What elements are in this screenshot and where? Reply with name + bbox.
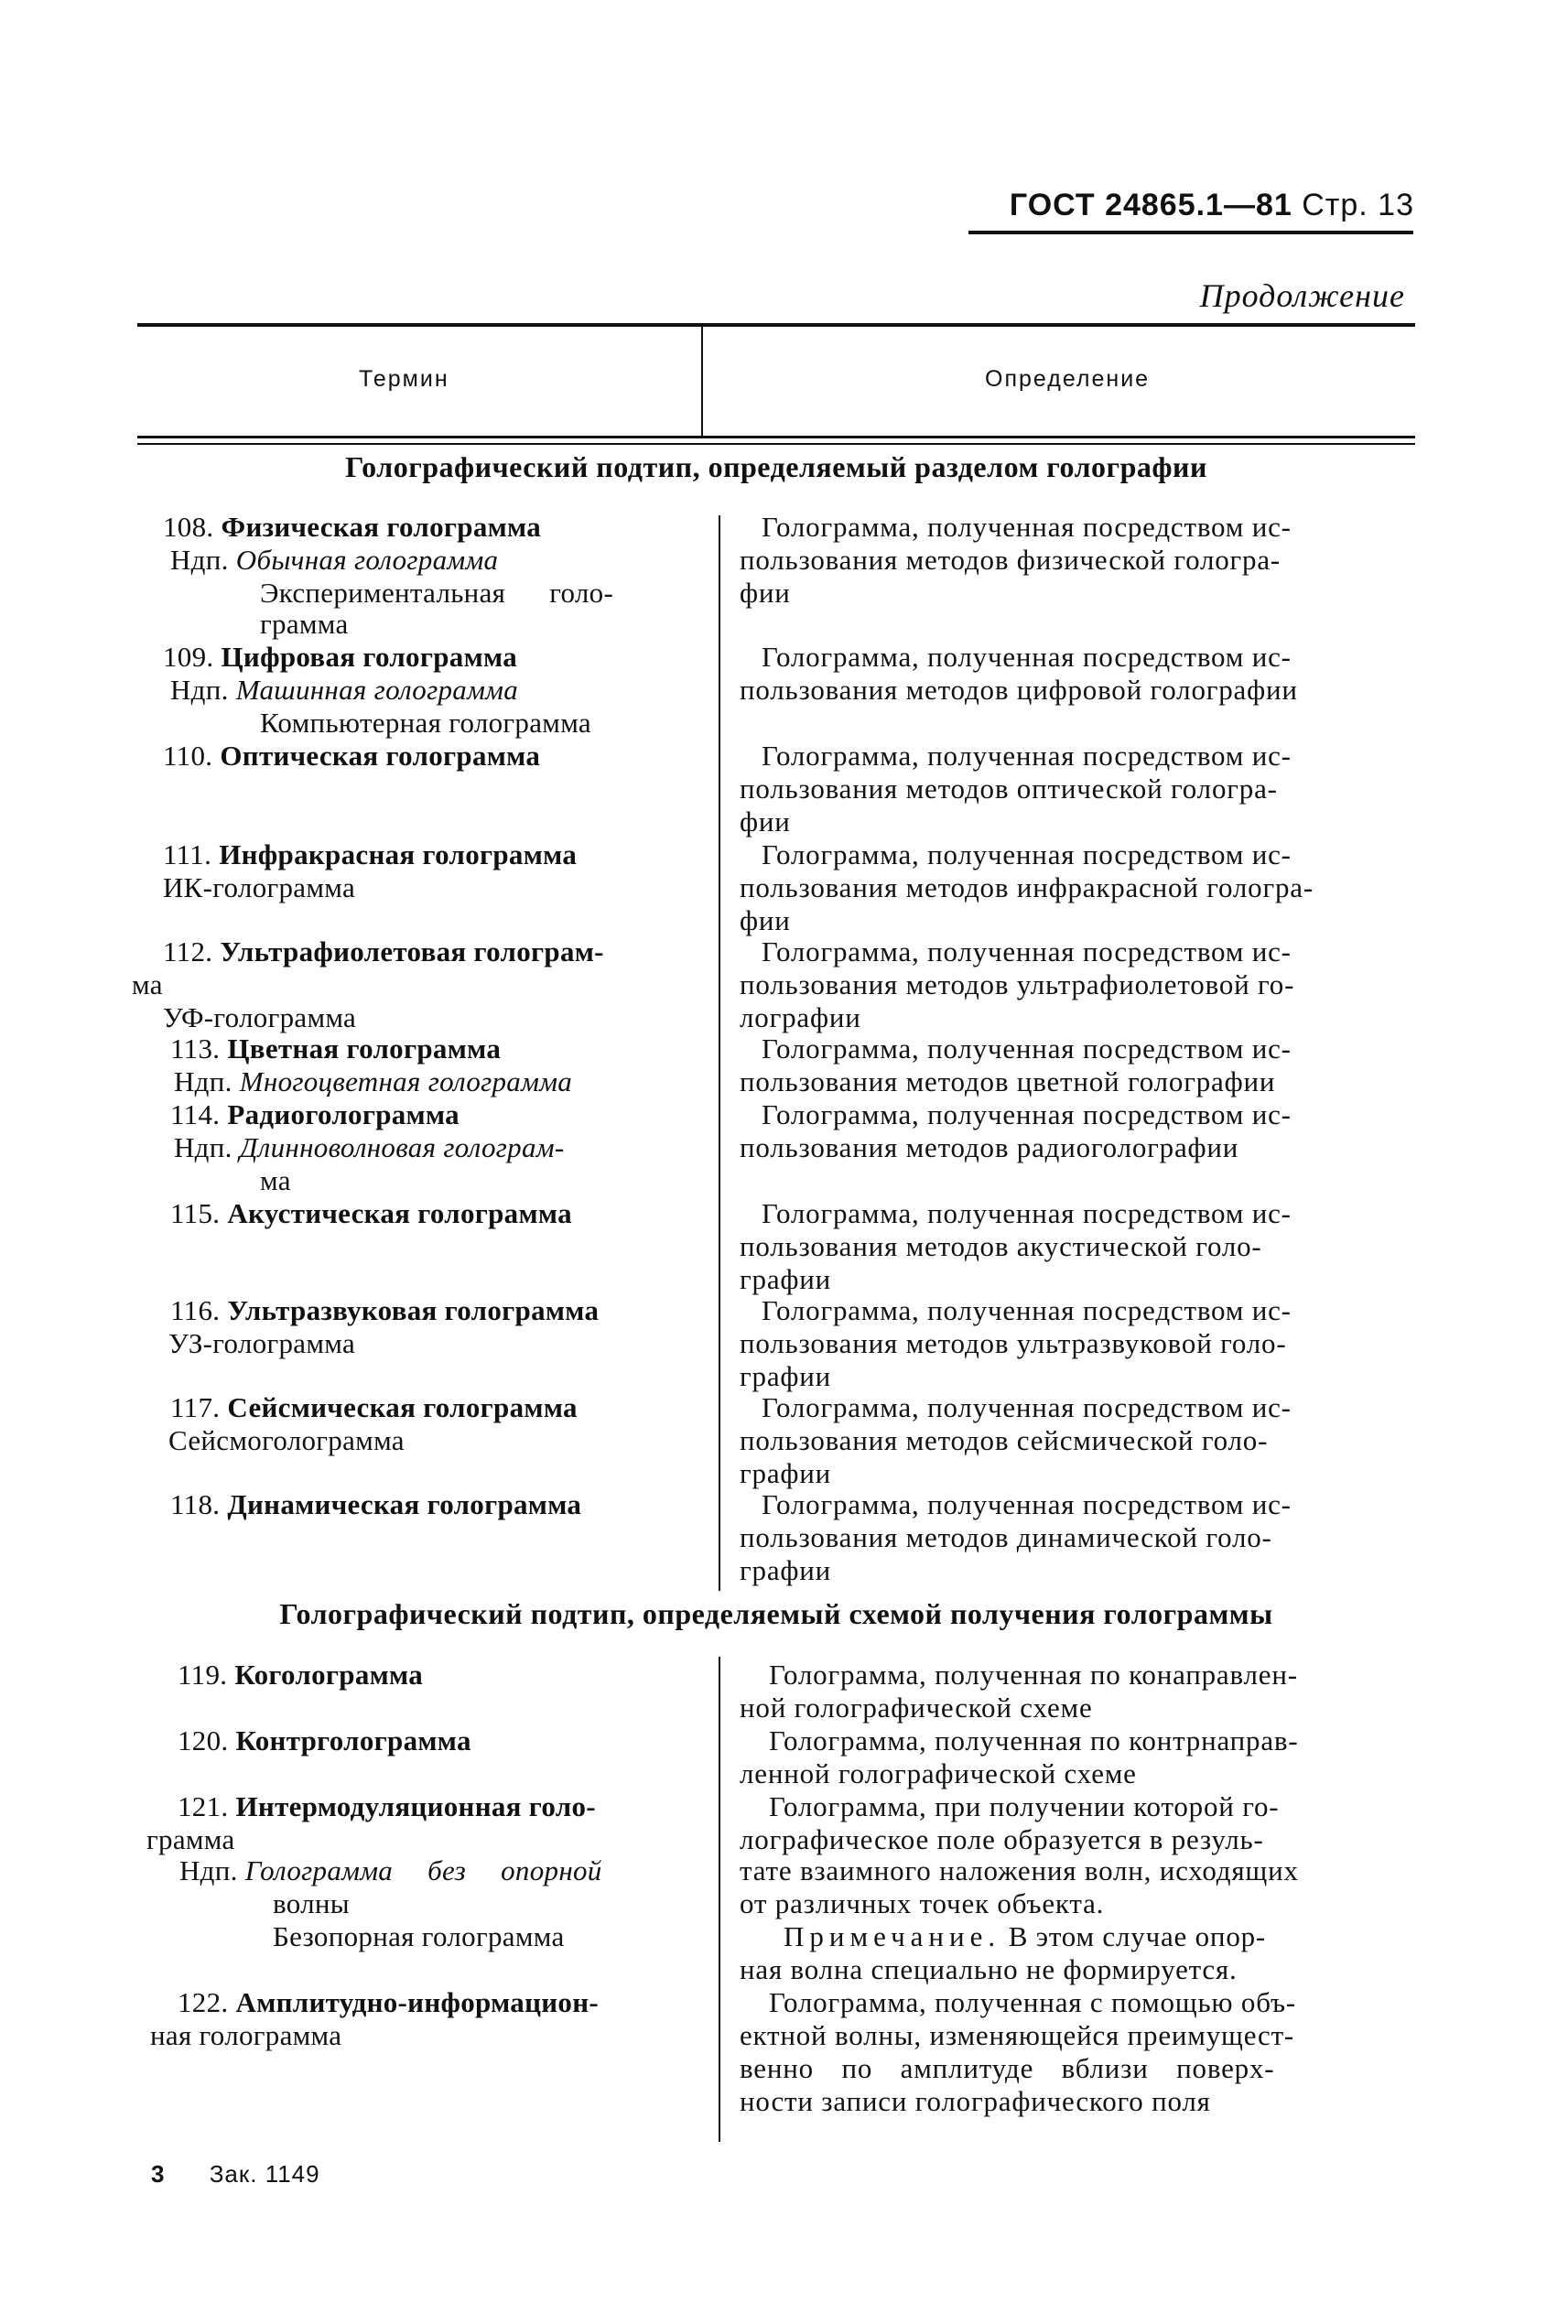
definition-line: Голограмма, полученная посредством ис- <box>762 935 1292 967</box>
nonpreferred-label: Ндп. <box>170 544 229 576</box>
nonpreferred-term: Многоцветная голограмма <box>239 1065 573 1097</box>
definition-line: Голограмма, полученная посредством ис- <box>762 1197 1292 1229</box>
nonpreferred-term: Машинная голограмма <box>235 674 519 706</box>
synonym-term: Сейсмоголограмма <box>168 1424 405 1456</box>
definition-line: пользования методов инфракрасной гологра- <box>740 871 1314 903</box>
definition-line: фии <box>740 904 791 936</box>
entry-number: 114. <box>170 1098 221 1130</box>
term-text: Амплитудно-информацион- <box>235 1986 600 2018</box>
entry-number: 121. <box>178 1790 229 1822</box>
nonpreferred-term: Безопорная голограмма <box>273 1920 565 1952</box>
entry-number: 118. <box>170 1488 221 1520</box>
note-text: ная волна специально не формируется. <box>740 1953 1238 1985</box>
entry-number: 120. <box>178 1724 229 1757</box>
term-text: Акустическая голограмма <box>227 1197 572 1229</box>
nonpreferred-line <box>170 674 518 707</box>
definition-line: Голограмма, полученная посредством ис- <box>762 1032 1292 1065</box>
term-entry-113 <box>170 1032 501 1065</box>
term-text: Радиоголограмма <box>227 1098 460 1130</box>
definition-line: ленной голографической схеме <box>740 1757 1137 1789</box>
definition-line: лографическое поле образуется в резуль- <box>740 1823 1264 1855</box>
definition-line: пользования методов акустической голо- <box>740 1230 1262 1262</box>
term-text: Цифровая голограмма <box>221 641 517 673</box>
term-text: ная голограмма <box>150 2019 342 2051</box>
definition-line: Голограмма, полученная по конаправлен- <box>769 1659 1298 1691</box>
definition-line: пользования методов динамической голо- <box>740 1521 1272 1553</box>
table-top-rule <box>137 323 1415 327</box>
entry-number: 108. <box>163 511 214 543</box>
nonpreferred-term: Экспериментальная голо- <box>260 577 614 609</box>
term-text: Контрголограмма <box>235 1724 471 1757</box>
nonpreferred-label: Ндп. <box>174 1131 232 1163</box>
nonpreferred-term: волны <box>273 1887 350 1919</box>
entry-number: 117. <box>170 1391 221 1423</box>
term-entry-116 <box>170 1294 599 1327</box>
term-text: Динамическая голограмма <box>227 1488 582 1520</box>
term-entry-109 <box>163 641 517 674</box>
nonpreferred-term: Компьютерная голограмма <box>260 707 591 739</box>
term-entry-112 <box>163 935 604 968</box>
definition-line: тате взаимного наложения волн, исходящих <box>740 1854 1299 1886</box>
entry-number: 110. <box>163 740 213 772</box>
definition-line: ектной волны, изменяющейся преимущест- <box>740 2019 1295 2051</box>
synonym-term: УЗ-голограмма <box>168 1327 356 1359</box>
nonpreferred-label: Ндп. <box>174 1065 232 1097</box>
definition-line: фии <box>740 577 791 609</box>
term-text: Интермодуляционная голо- <box>235 1790 596 1822</box>
definition-line: графии <box>740 1554 832 1586</box>
term-entry-114 <box>170 1098 460 1131</box>
definition-line: ности записи голографического поля <box>740 2085 1211 2117</box>
nonpreferred-term: Голограмма без опорной <box>244 1854 602 1886</box>
definition-line: Голограмма, полученная посредством ис- <box>762 1488 1292 1520</box>
term-text: Ультрафиолетовая голограм- <box>220 935 604 967</box>
continuation-label: Продолжение <box>1199 277 1405 314</box>
term-entry-115 <box>170 1197 572 1230</box>
term-text: ма <box>132 968 163 1000</box>
column-header-term: Термин <box>359 366 449 392</box>
entry-number: 116. <box>170 1294 221 1326</box>
definition-line: Голограмма, полученная посредством ис- <box>762 1391 1292 1423</box>
definition-line: пользования методов ультразвуковой голо- <box>740 1327 1287 1359</box>
definition-line: Голограмма, полученная посредством ис- <box>762 1294 1292 1326</box>
section-title: Голографический подтип, определяемый разделом голографии <box>345 450 1207 483</box>
term-entry-121 <box>178 1790 596 1823</box>
definition-line: графии <box>740 1457 832 1489</box>
term-text: Оптическая голограмма <box>220 740 541 772</box>
definition-line: лографии <box>740 1001 861 1033</box>
term-text: Цветная голограмма <box>227 1032 502 1065</box>
nonpreferred-term: грамма <box>260 608 349 640</box>
signature-mark: 3 <box>151 2160 166 2188</box>
definition-line: Голограмма, полученная по контрнаправ- <box>769 1724 1299 1757</box>
definition-line: графии <box>740 1360 832 1392</box>
definition-line: пользования методов ультрафиолетовой го- <box>740 968 1295 1000</box>
term-text: Коголограмма <box>234 1659 424 1691</box>
term-text: Ультразвуковая голограмма <box>227 1294 600 1326</box>
section-title: Голографический подтип, определяемый схемой получения голограммы <box>279 1597 1273 1630</box>
page-number: Стр. 13 <box>1302 188 1414 222</box>
definition-line: фии <box>740 805 791 838</box>
term-entry-118 <box>170 1488 581 1521</box>
definition-line: пользования методов цветной голографии <box>740 1065 1276 1097</box>
term-entry-111 <box>163 838 577 871</box>
table-head-rule-double <box>137 443 1415 445</box>
table-head-divider <box>701 327 703 436</box>
definition-line: Голограмма, полученная с помощью объ- <box>769 1986 1296 2018</box>
nonpreferred-label: Ндп. <box>179 1854 238 1886</box>
entry-number: 113. <box>170 1032 221 1065</box>
column-header-definition: Определение <box>985 366 1151 392</box>
definition-line: ной голографической схеме <box>740 1692 1093 1724</box>
nonpreferred-term: Длинноволновая голограм- <box>239 1131 565 1163</box>
synonym-term: ИК-голограмма <box>163 871 356 903</box>
nonpreferred-line <box>179 1854 602 1887</box>
note-text: В этом случае опор- <box>1008 1920 1267 1952</box>
header-rule <box>968 231 1413 234</box>
term-entry-122 <box>178 1986 599 2019</box>
nonpreferred-line <box>174 1065 572 1098</box>
nonpreferred-line <box>170 544 498 577</box>
note-line <box>784 1920 1266 1953</box>
definition-line: Голограмма, полученная посредством ис- <box>762 511 1292 543</box>
definition-line: пользования методов цифровой голографии <box>740 674 1298 706</box>
entry-number: 122. <box>178 1986 229 2018</box>
entry-number: 119. <box>178 1659 228 1691</box>
term-entry-110 <box>163 740 540 773</box>
nonpreferred-label: Ндп. <box>170 674 229 706</box>
order-number: Зак. 1149 <box>209 2160 320 2188</box>
definition-line: Голограмма, полученная посредством ис- <box>762 1098 1292 1130</box>
term-text: Сейсмическая голограмма <box>227 1391 578 1423</box>
term-entry-119 <box>178 1659 423 1692</box>
definition-line: Голограмма, полученная посредством ис- <box>762 740 1292 772</box>
column-divider <box>719 1657 720 2142</box>
definition-line: пользования методов сейсмической голо- <box>740 1424 1269 1456</box>
definition-line: от различных точек объекта. <box>740 1887 1105 1919</box>
definition-line: пользования методов оптической гологра- <box>740 773 1278 805</box>
term-entry-117 <box>170 1391 578 1424</box>
definition-line: Голограмма, полученная посредством ис- <box>762 838 1292 870</box>
definition-line: Голограмма, при получении которой го- <box>769 1790 1280 1822</box>
term-text: Инфракрасная голограмма <box>219 838 578 870</box>
page-footer <box>151 2160 320 2189</box>
standard-number: ГОСТ 24865.1—81 <box>1009 188 1292 222</box>
definition-line: пользования методов радиоголографии <box>740 1131 1239 1163</box>
term-entry-108 <box>163 511 541 544</box>
term-text: Физическая голограмма <box>221 511 542 543</box>
nonpreferred-term: ма <box>260 1164 291 1196</box>
note-label: Примечание. <box>784 1920 1001 1952</box>
term-text: грамма <box>146 1823 235 1855</box>
table-head-rule <box>137 436 1415 438</box>
term-entry-120 <box>178 1724 471 1757</box>
entry-number: 112. <box>163 935 213 967</box>
nonpreferred-term: Обычная голограмма <box>235 544 499 576</box>
page-header <box>1010 188 1414 223</box>
definition-line: венно по амплитуде вблизи поверх- <box>740 2052 1275 2084</box>
column-divider <box>719 515 720 1591</box>
nonpreferred-line <box>174 1131 564 1164</box>
entry-number: 111. <box>163 838 212 870</box>
definition-line: Голограмма, полученная посредством ис- <box>762 641 1292 673</box>
definition-line: пользования методов физической гологра- <box>740 544 1281 576</box>
entry-number: 115. <box>170 1197 221 1229</box>
entry-number: 109. <box>163 641 214 673</box>
definition-line: графии <box>740 1263 832 1295</box>
synonym-term: УФ-голограмма <box>163 1001 357 1033</box>
